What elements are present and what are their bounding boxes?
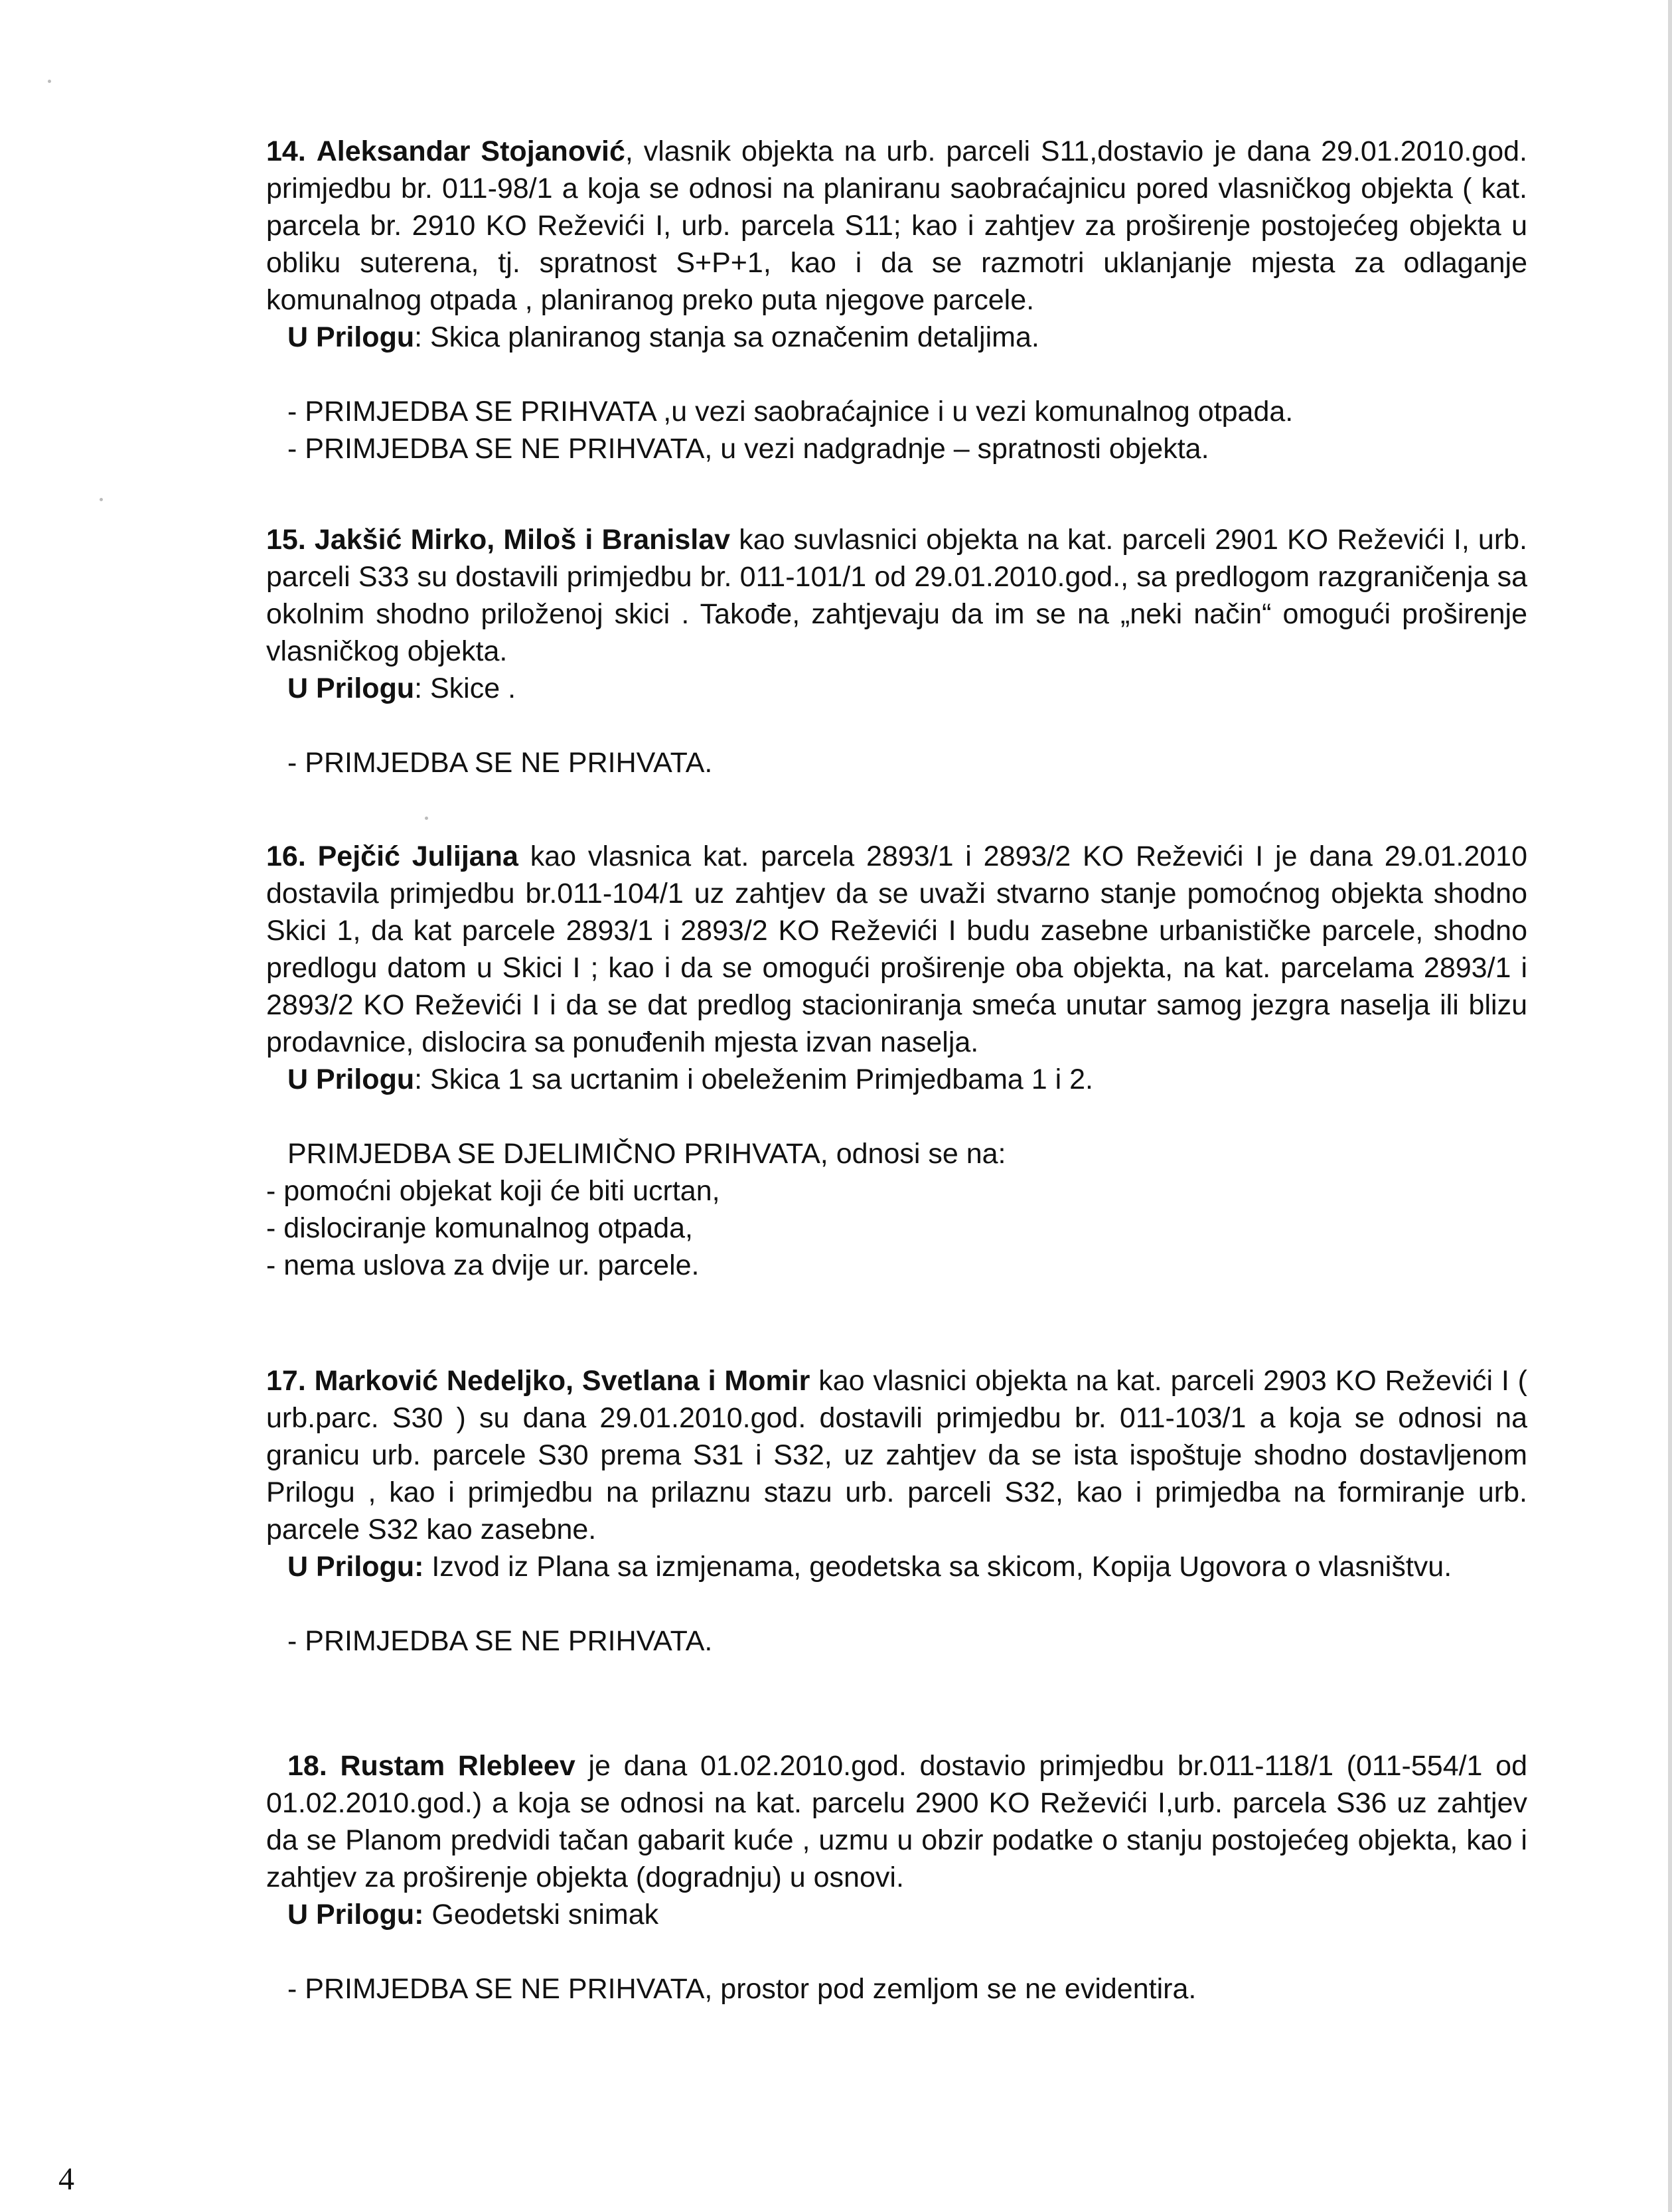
attachment-line	[266, 670, 1527, 707]
entry-name: Jakšić Mirko, Miloš i Branislav	[314, 524, 731, 556]
verdict: - PRIMJEDBA SE NE PRIHVATA.	[287, 1625, 713, 1657]
verdict: - nema uslova za dvije ur. parcele.	[266, 1249, 700, 1281]
attachment-label: U Prilogu:	[287, 1899, 424, 1931]
attachment-line	[266, 1896, 1527, 1933]
verdict: - pomoćni objekat koji će biti ucrtan,	[266, 1175, 720, 1207]
page-number: 4	[58, 2162, 74, 2197]
attachment-text: : Skice .	[414, 672, 516, 704]
entry-number: 14.	[266, 135, 306, 167]
attachment-line	[266, 319, 1527, 356]
verdict: - PRIMJEDBA SE PRIHVATA ,u vezi saobraćajnice i u vezi komunalnog otpada.	[287, 396, 1294, 428]
verdict: - PRIMJEDBA SE NE PRIHVATA, u vezi nadgradnje – spratnosti objekta.	[287, 433, 1209, 465]
verdict: - PRIMJEDBA SE NE PRIHVATA.	[287, 747, 713, 779]
attachment-text: : Skica planiranog stanja sa označenim detaljima.	[414, 321, 1039, 353]
entry-number: 15.	[266, 524, 306, 556]
attachment-text: : Skica 1 sa ucrtanim i obeleženim Primjedbama 1 i 2.	[414, 1064, 1093, 1095]
verdict: - PRIMJEDBA SE NE PRIHVATA, prostor pod zemljom se ne evidentira.	[287, 1973, 1197, 2005]
entry-paragraph	[266, 521, 1527, 670]
entry-body: kao suvlasnici objekta na kat. parceli 2901 KO Reževići I, urb. parceli S33 su dostavili primjedbu br. 011-101/1 od 29.01.2010.god., sa predlogom razgraničenja sa okolnim shodno priloženoj skici . Takođe, zahtjevaju da im se na „neki način“ omogući proširenje vlasničkog objekta.	[266, 524, 1527, 667]
entry-number: 17.	[266, 1365, 306, 1397]
scan-speck	[425, 817, 428, 820]
scan-speck	[100, 498, 103, 501]
entry-18	[266, 1747, 1527, 2008]
scan-edge	[1668, 0, 1672, 2212]
entry-name: Rustam Rlebleev	[340, 1750, 575, 1782]
attachment-text: Geodetski snimak	[423, 1899, 659, 1931]
entry-name: Pejčić Julijana	[317, 840, 518, 872]
attachment-label: U Prilogu	[287, 1064, 415, 1095]
entry-body: kao vlasnica kat. parcela 2893/1 i 2893/2 KO Reževići I je dana 29.01.2010 dostavila primjedbu br.011-104/1 uz zahtjev da se uvaži stvarno stanje pomoćnog objekta shodno Skici 1, da kat parcele 2893/1 i 2893/2 KO Reževići I budu zasebne urbanističke parcele, shodno predlogu datom u Skici I ; kao i da se omogući proširenje oba objekta, na kat. parcelama 2893/1 i 2893/2 KO Reževići I i da se dat predlog stacioniranja smeća unutar samog jezgra naselja ili blizu prodavnice, dislocira sa ponuđenih mjesta izvan naselja.	[266, 840, 1527, 1058]
entry-paragraph	[266, 1362, 1527, 1548]
entry-paragraph	[266, 133, 1527, 319]
entry-16	[266, 838, 1527, 1284]
attachment-label: U Prilogu:	[287, 1551, 424, 1583]
entry-body: , vlasnik objekta na urb. parceli S11,dostavio je dana 29.01.2010.god. primjedbu br. 011-98/1 a koja se odnosi na planiranu saobraćajnicu pored vlasničkog objekta ( kat. parcela br. 2910 KO Reževići I, urb. parcela S11; kao i zahtjev za proširenje postojećeg objekta u obliku suterena, tj. spratnost S+P+1, kao i da se razmotri uklanjanje mjesta za odlaganje komunalnog otpada , planiranog preko puta njegove parcele.	[266, 135, 1527, 316]
attachment-label: U Prilogu	[287, 321, 415, 353]
entry-17	[266, 1362, 1527, 1660]
verdict: - dislociranje komunalnog otpada,	[266, 1212, 694, 1244]
entry-paragraph	[266, 838, 1527, 1061]
entry-name: Marković Nedeljko, Svetlana i Momir	[314, 1365, 810, 1397]
entry-name: Aleksandar Stojanović	[316, 135, 625, 167]
attachment-line	[266, 1548, 1527, 1585]
entry-number: 18.	[287, 1750, 327, 1782]
scan-speck	[48, 80, 51, 83]
attachment-label: U Prilogu	[287, 672, 415, 704]
attachment-line	[266, 1061, 1527, 1098]
verdict-heading: PRIMJEDBA SE DJELIMIČNO PRIHVATA, odnosi se na:	[287, 1138, 1006, 1170]
attachment-text: Izvod iz Plana sa izmjenama, geodetska sa skicom, Kopija Ugovora o vlasništvu.	[423, 1551, 1452, 1583]
entry-body: kao vlasnici objekta na kat. parceli 2903 KO Reževići I ( urb.parc. S30 ) su dana 29.01.2010.god. dostavili primjedbu br. 011-103/1 a koja se odnosi na granicu urb. parcele S30 prema S31 i S32, uz zahtjev da se ista ispoštuje shodno dostavljenom Prilogu , kao i primjedbu na prilaznu stazu urb. parceli S32, kao i primjedba na formiranje urb. parcele S32 kao zasebne.	[266, 1365, 1527, 1545]
entry-paragraph	[266, 1747, 1527, 1896]
entry-14	[266, 133, 1527, 467]
entry-number: 16.	[266, 840, 306, 872]
entry-body: je dana 01.02.2010.god. dostavio primjedbu br.011-118/1 (011-554/1 od 01.02.2010.god.) a koja se odnosi na kat. parcelu 2900 KO Reževići I,urb. parcela S36 uz zahtjev da se Planom predvidi tačan gabarit kuće , uzmu u obzir podatke o stanju postojećeg objekta, kao i zahtjev za proširenje objekta (dogradnju) u osnovi.	[266, 1750, 1527, 1893]
entry-15	[266, 521, 1527, 781]
